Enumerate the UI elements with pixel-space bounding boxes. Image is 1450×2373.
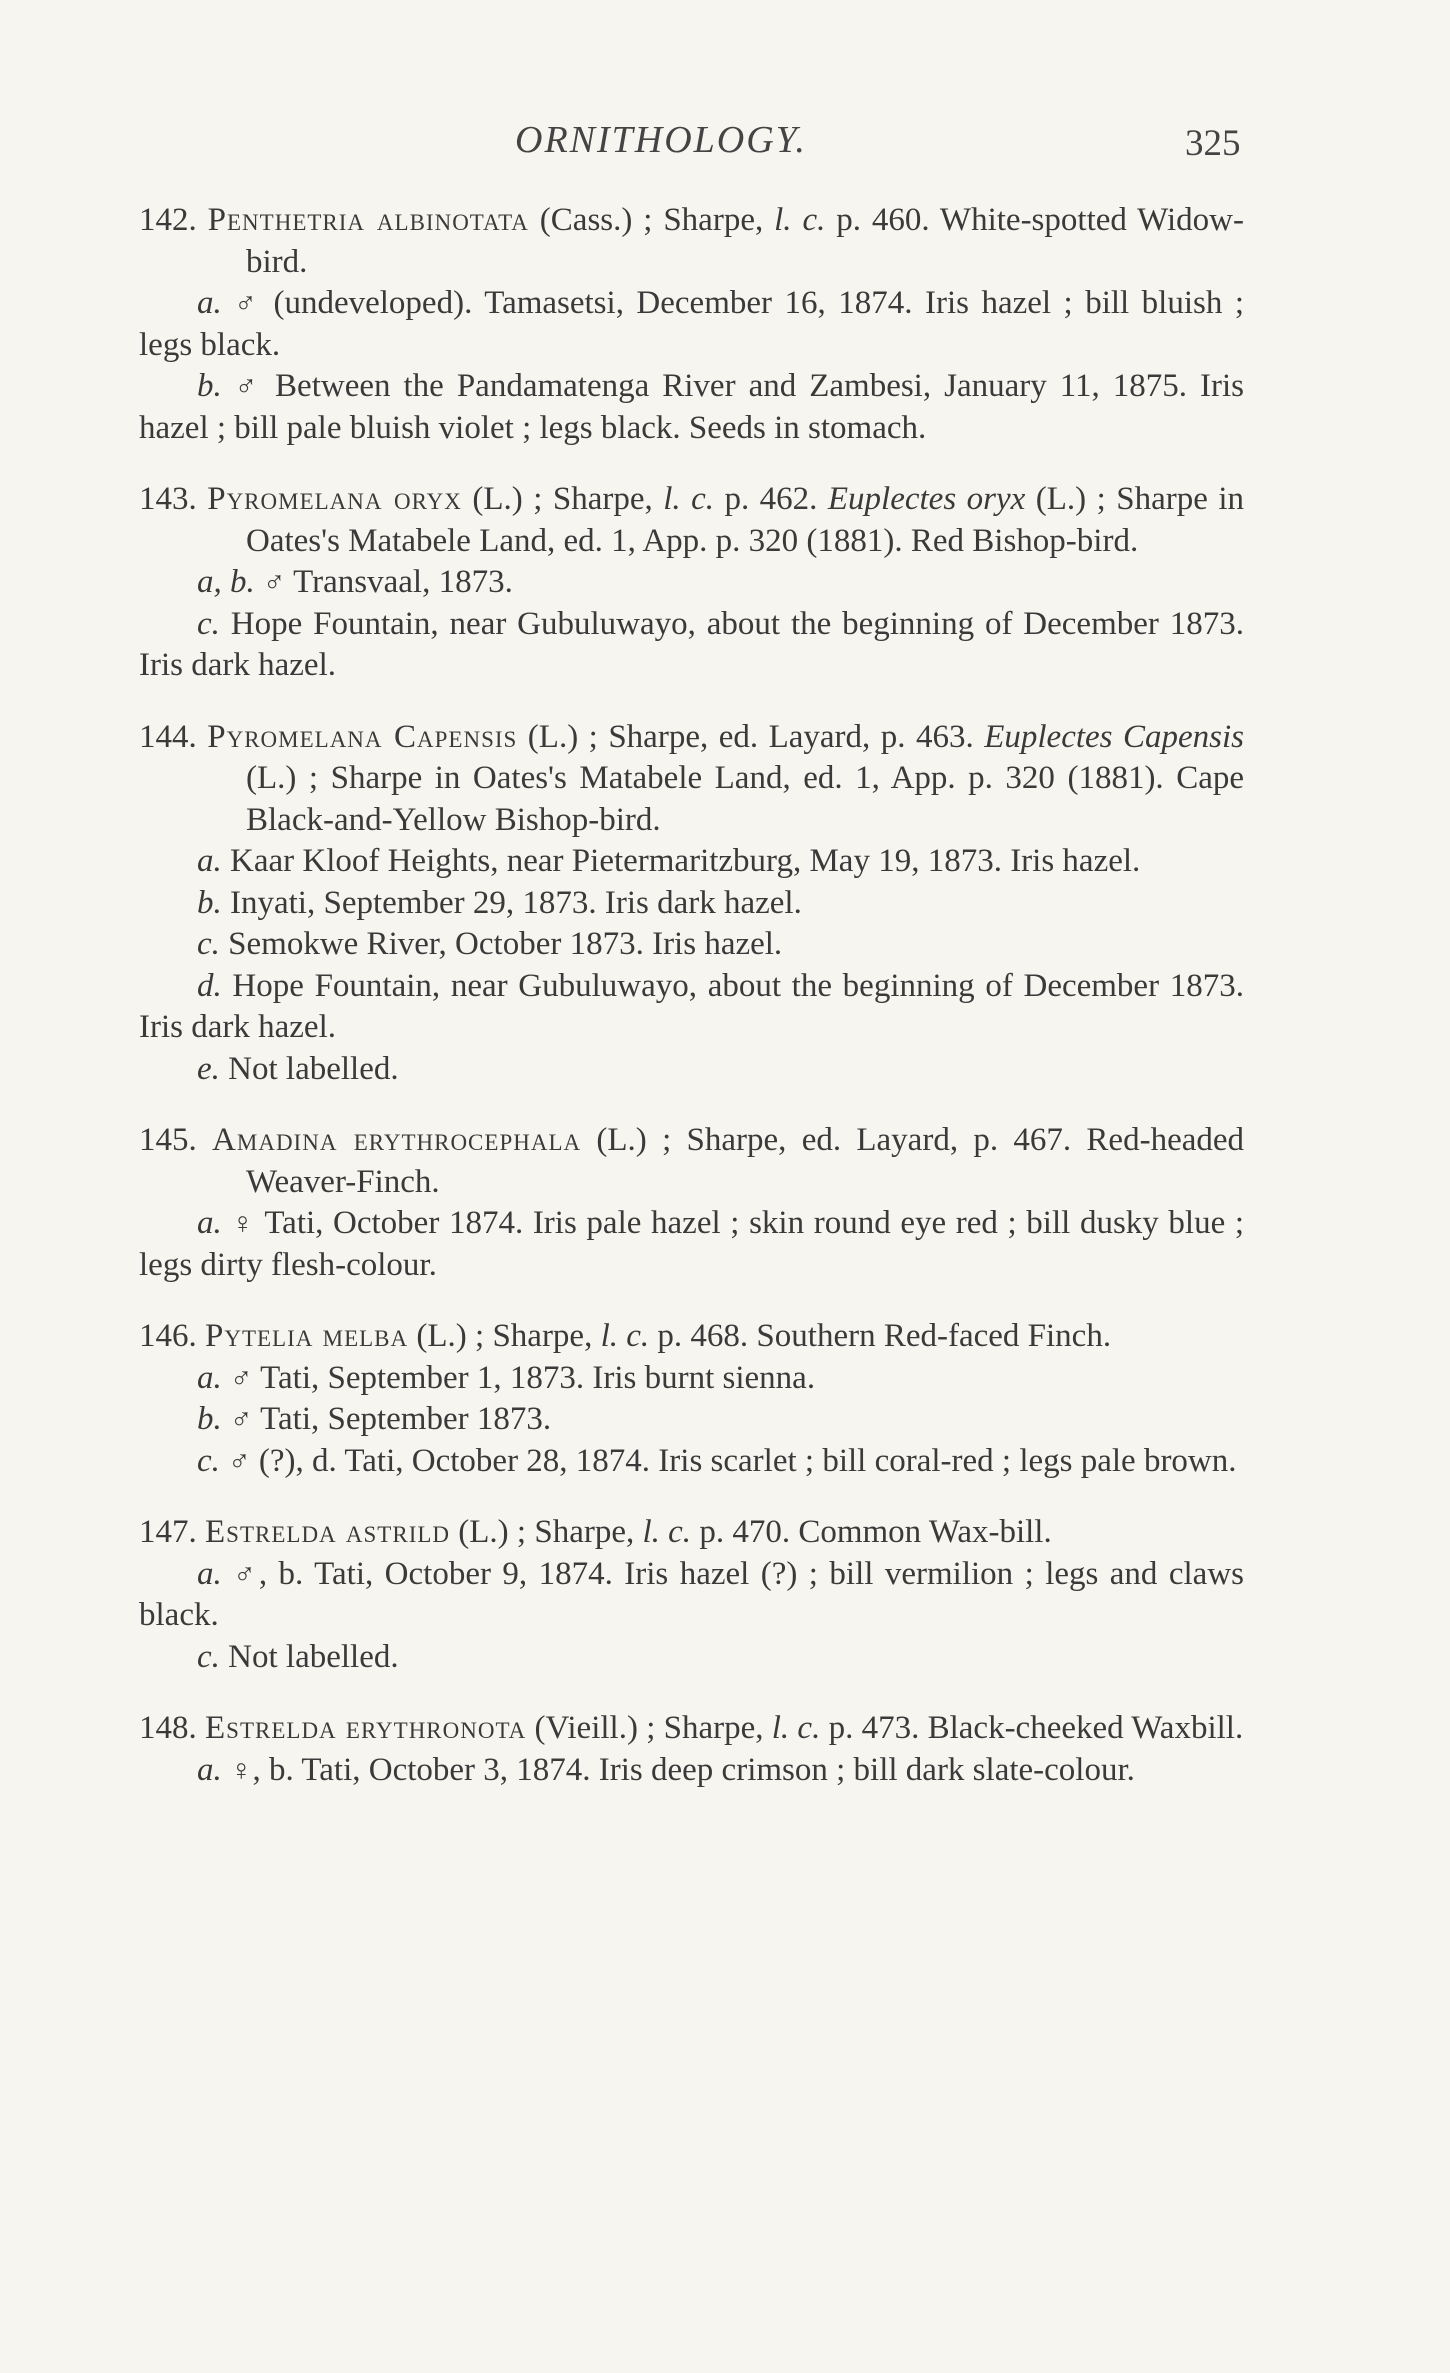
- specimen-text: Tati, October 1874. Iris pale hazel ; skin round eye red ; bill dusky blue ; legs dirty flesh-colour.: [139, 1205, 1245, 1283]
- species-name: Penthetria albinotata: [207, 202, 529, 238]
- specimen-text: Tati, September 1, 1873. Iris burnt sienna.: [252, 1359, 816, 1396]
- page-body: [139, 200, 1244, 1821]
- specimen-text: , b. Tati, October 3, 1874. Iris deep crimson ; bill dark slate-colour.: [252, 1751, 1135, 1788]
- species-name: Pyromelana Capensis: [207, 718, 518, 755]
- specimen-item: [139, 562, 1244, 604]
- specimen-item: [139, 1049, 1244, 1091]
- heading-text: (L.) ; Sharpe, ed. Layard, p. 463.: [517, 718, 985, 755]
- specimen-letter: a, b.: [197, 564, 255, 600]
- species-entry-142: [139, 200, 1244, 449]
- species-entry-143: [139, 479, 1244, 687]
- ref-italic: l. c.: [642, 1514, 692, 1550]
- sex-symbol: ♂: [234, 370, 263, 403]
- heading-text: (L.) ; Sharpe,: [450, 1514, 643, 1550]
- species-heading: [139, 1708, 1244, 1750]
- specimen-letter: b.: [197, 884, 222, 921]
- species-heading: [139, 1120, 1244, 1203]
- specimen-letter: a.: [197, 285, 222, 321]
- specimen-item: [139, 283, 1244, 366]
- specimen-item: [139, 1203, 1244, 1286]
- specimen-item: [139, 366, 1244, 449]
- species-entry-146: [139, 1316, 1244, 1482]
- species-heading: [139, 1316, 1244, 1358]
- species-name: Pyromelana oryx: [207, 481, 462, 517]
- species-entry-145: [139, 1120, 1244, 1286]
- species-entry-147: [139, 1512, 1244, 1678]
- specimen-letter: a.: [197, 1751, 222, 1788]
- ref-italic: l. c.: [663, 481, 714, 517]
- specimen-item: [139, 1637, 1244, 1679]
- specimen-text: (undeveloped). Tamasetsi, December 16, 1874. Iris hazel ; bill bluish ; legs black.: [139, 285, 1245, 363]
- specimen-letter: a.: [197, 1359, 222, 1396]
- specimen-letter: c.: [197, 1638, 220, 1675]
- specimen-text: (?), d. Tati, October 28, 1874. Iris scarlet ; bill coral-red ; legs pale brown.: [250, 1442, 1237, 1479]
- heading-text: (L.) ; Sharpe,: [461, 481, 664, 517]
- heading-tail: p. 473. Black-cheeked Waxbill.: [820, 1710, 1244, 1746]
- specimen-item: [139, 1750, 1244, 1792]
- specimen-item: [139, 1358, 1244, 1400]
- species-heading: [139, 1512, 1244, 1554]
- entry-number: 147.: [139, 1514, 197, 1550]
- specimen-text: Not labelled.: [219, 1638, 399, 1675]
- sex-symbol: ♂: [234, 287, 261, 320]
- entry-number: 144.: [139, 718, 197, 755]
- species-entry-144: [139, 717, 1244, 1091]
- entry-number: 143.: [139, 481, 197, 517]
- specimen-item: [139, 604, 1244, 687]
- species-name: Estrelda erythronota: [205, 1710, 527, 1746]
- entry-number: 148.: [139, 1710, 197, 1746]
- specimen-item: [139, 1441, 1244, 1483]
- species-entry-148: [139, 1708, 1244, 1791]
- running-head: ORNITHOLOGY.: [515, 119, 807, 161]
- specimen-letter: c.: [197, 926, 220, 962]
- specimen-letter: a.: [197, 843, 222, 879]
- entry-number: 146.: [139, 1318, 197, 1354]
- entry-number: 142.: [139, 202, 197, 238]
- specimen-text: Tati, September 1873.: [252, 1401, 552, 1437]
- sex-symbol: ♂: [230, 1361, 253, 1395]
- sex-symbol: ♂: [230, 1403, 253, 1436]
- ref-italic: l. c.: [774, 202, 826, 238]
- specimen-item: [139, 966, 1244, 1049]
- specimen-text: Inyati, September 29, 1873. Iris dark hazel.: [221, 884, 802, 921]
- heading-text: (L.) ; Sharpe, ed. Layard, p. 467. Red-headed Weaver-Finch.: [246, 1122, 1245, 1200]
- species-name: Estrelda astrild: [205, 1514, 451, 1550]
- species-heading: [139, 717, 1244, 842]
- heading-tail: p. 470. Common Wax-bill.: [691, 1514, 1052, 1550]
- entry-number: 145.: [139, 1122, 197, 1158]
- ref-italic: l. c.: [771, 1710, 821, 1746]
- ref-italic: l. c.: [600, 1318, 650, 1354]
- specimen-letter: a.: [197, 1205, 222, 1241]
- specimen-text: Hope Fountain, near Gubuluwayo, about the beginning of December 1873. Iris dark hazel.: [139, 605, 1244, 683]
- specimen-letter: d.: [197, 967, 222, 1004]
- specimen-text: Not labelled.: [219, 1050, 399, 1087]
- sex-symbol: ♂: [228, 1444, 251, 1478]
- specimen-letter: b.: [197, 368, 222, 404]
- sex-symbol: ♂: [263, 566, 286, 599]
- heading-text: (L.) ; Sharpe,: [408, 1318, 601, 1354]
- species-name: Amadina erythrocephala: [212, 1122, 582, 1158]
- synonym-italic: Euplectes Capensis: [984, 718, 1245, 755]
- page-number: 325: [1185, 123, 1241, 164]
- specimen-text: Kaar Kloof Heights, near Pietermaritzburg, May 19, 1873. Iris hazel.: [221, 843, 1141, 879]
- species-heading: [139, 200, 1244, 283]
- specimen-letter: c.: [197, 1442, 220, 1479]
- specimen-letter: b.: [197, 1401, 222, 1437]
- specimen-text: Semokwe River, October 1873. Iris hazel.: [219, 926, 783, 962]
- sex-symbol: ♀: [231, 1207, 256, 1240]
- species-heading: [139, 479, 1244, 562]
- specimen-text: Transvaal, 1873.: [285, 564, 513, 600]
- heading-tail: p. 468. Southern Red-faced Finch.: [649, 1318, 1112, 1354]
- specimen-text: , b. Tati, October 9, 1874. Iris hazel (?) ; bill vermilion ; legs and claws black.: [139, 1555, 1245, 1633]
- specimen-item: [139, 841, 1244, 883]
- specimen-text: Hope Fountain, near Gubuluwayo, about the beginning of December 1873. Iris dark hazel.: [139, 967, 1244, 1045]
- specimen-letter: e.: [197, 1050, 220, 1087]
- sex-symbol: ♀: [230, 1753, 253, 1787]
- specimen-item: [139, 1554, 1244, 1637]
- heading-tail: (L.) ; Sharpe in Oates's Matabele Land, ed. 1, App. p. 320 (1881). Red Bishop-bird.: [246, 481, 1245, 559]
- heading-tail: (L.) ; Sharpe in Oates's Matabele Land, ed. 1, App. p. 320 (1881). Cape Black-and-Yellow Bishop-bird.: [246, 760, 1244, 838]
- specimen-letter: c.: [197, 605, 220, 642]
- specimen-text: Between the Pandamatenga River and Zambesi, January 11, 1875. Iris hazel ; bill pale bluish violet ; legs black. Seeds in stomach.: [139, 368, 1245, 446]
- heading-text: (Vieill.) ; Sharpe,: [526, 1710, 772, 1746]
- specimen-letter: a.: [197, 1555, 222, 1592]
- heading-tail: p. 460. White-spotted Widow-bird.: [246, 202, 1244, 280]
- synonym-italic: Euplectes oryx: [827, 481, 1026, 517]
- specimen-item: [139, 883, 1244, 925]
- specimen-item: [139, 1399, 1244, 1441]
- heading-mid: p. 462.: [713, 481, 828, 517]
- species-name: Pytelia melba: [205, 1318, 409, 1354]
- specimen-item: [139, 924, 1244, 966]
- heading-text: (Cass.) ; Sharpe,: [528, 202, 775, 238]
- sex-symbol: ♂: [233, 1557, 259, 1591]
